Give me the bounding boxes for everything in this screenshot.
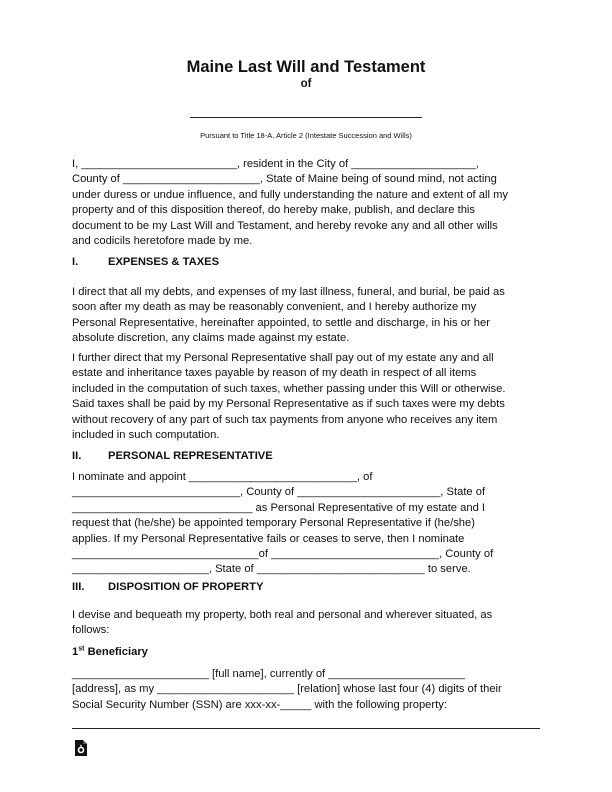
section-2-number: II. (72, 450, 82, 462)
body-line: absolute discretion, any claims made against my estate. (72, 332, 350, 345)
statute-subtitle: Pursuant to Title 18-A, Article 2 (Intestate Succession and Wills) (200, 131, 412, 140)
body-line: without recovery of any part of such tax payments from anyone who receives any item (72, 413, 498, 426)
section-2-heading (72, 450, 273, 462)
of-label: of (300, 78, 312, 90)
body-line: _____________________________ as Personal Representative of my estate and I (72, 501, 486, 514)
body-line: I nominate and appoint ___________________________, of (72, 471, 373, 483)
body-line: I further direct that my Personal Representative shall pay out of my estate any and all (72, 352, 494, 364)
section-2-title: PERSONAL REPRESENTATIVE (108, 450, 273, 462)
intro-line: property and of this disposition thereof, do hereby make, publish, and declare this (72, 204, 475, 217)
body-line: estate and inheritance taxes payable by reason of my death in respect of all items (72, 367, 477, 380)
body-line: Social Security Number (SSN) are xxx-xx-_____ with the following property: (72, 698, 447, 711)
document-logo-icon (74, 740, 88, 756)
section-1-title: EXPENSES & TAXES (108, 256, 220, 268)
body-line: follows: (72, 624, 110, 637)
document-title: Maine Last Will and Testament (186, 58, 426, 76)
section-1-paragraph-1 (72, 285, 542, 347)
section-3-title: DISPOSITION OF PROPERTY (108, 581, 264, 593)
body-line: I devise and bequeath my property, both real and personal and wherever situated, as (72, 609, 493, 621)
intro-line: and codicils heretofore made by me. (72, 235, 253, 248)
intro-paragraph (72, 157, 542, 249)
body-line: request that (he/she) be appointed temporary Personal Representative if (he/she) (72, 517, 475, 530)
section-3-heading (72, 581, 263, 593)
beneficiary-label: Beneficiary (84, 646, 148, 658)
beneficiary-ordinal-suffix: st (78, 645, 85, 653)
section-1-paragraph-2 (72, 351, 542, 443)
body-line: included in such computation. (72, 429, 220, 442)
beneficiary-ordinal: 1 (72, 646, 79, 658)
footer-rule (72, 728, 540, 729)
intro-line: County of ______________________, State of Maine being of sound mind, not acting (72, 173, 497, 186)
intro-line: I, _________________________, resident in the City of ____________________, (72, 158, 479, 170)
intro-line: under duress or undue influence, and fully understanding the nature and extent of all my (72, 188, 508, 201)
section-3-paragraph (72, 608, 542, 639)
intro-line: document to be my Last Will and Testament, and hereby revoke any and all other wills (72, 219, 498, 232)
section-1-heading (72, 256, 219, 268)
body-line: included in the computation of such taxes, whether passing under this Will or otherwise. (72, 382, 506, 395)
body-line: ______________________, State of ___________________________ to serve. (72, 563, 471, 576)
body-line: Said taxes shall be paid by my Personal Representative as if such taxes were my debts (72, 398, 505, 411)
beneficiary-paragraph (72, 667, 542, 713)
body-line: applies. If my Personal Representative fails or ceases to serve, then I nominate (72, 532, 465, 545)
body-line: soon after my death as may be reasonably convenient, and I hereby authorize my (72, 301, 477, 314)
section-3-number: III. (72, 581, 85, 593)
body-line: Personal Representative, hereinafter appointed, to settle and discharge, in his or her (72, 316, 490, 329)
section-1-number: I. (72, 256, 79, 268)
section-2-paragraph (72, 470, 542, 578)
body-line: I direct that all my debts, and expenses of my last illness, funeral, and burial, be paid as (72, 286, 505, 298)
body-line: [address], as my ______________________ [relation] whose last four (4) digits of their (72, 683, 502, 696)
body-line: ___________________________, County of _______________________, State of (72, 486, 486, 499)
beneficiary-heading (72, 646, 148, 658)
body-line: ______________________ [full name], currently of ______________________ (72, 668, 466, 680)
body-line: ______________________________of ___________________________, County of (72, 548, 494, 561)
testator-name-blank-line (190, 117, 422, 118)
